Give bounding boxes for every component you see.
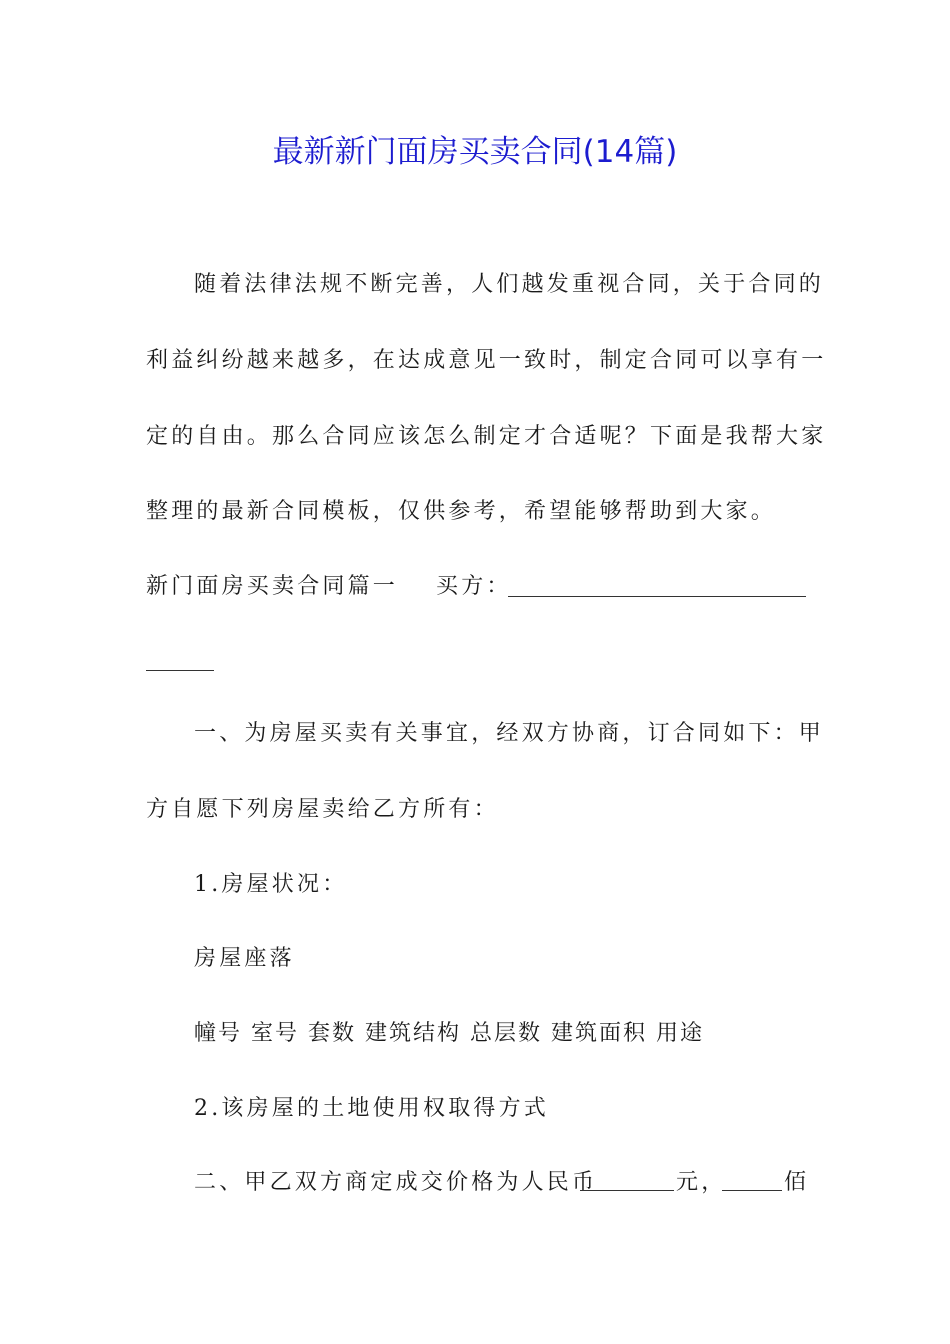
buyer-blank-line (508, 596, 806, 597)
section-header: 新门面房买卖合同篇一 (146, 574, 399, 599)
intro-line-4: 整理的最新合同模板，仅供参考，希望能够帮助到大家。 (146, 499, 777, 524)
intro-line-1: 随着法律法规不断完善，人们越发重视合同，关于合同的 (194, 272, 825, 297)
buyer-label: 买方： (436, 574, 512, 599)
intro-line-2: 利益纠纷越来越多，在达成意见一致时，制定合同可以享有一 (146, 348, 827, 373)
intro-line-3: 定的自由。那么合同应该怎么制定才合适呢？下面是我帮大家 (146, 424, 827, 449)
clause-2-part-1: 二、甲乙双方商定成交价格为人民币 (194, 1170, 598, 1195)
price-blank-bai (722, 1190, 782, 1191)
clause-1-line-1: 一、为房屋买卖有关事宜，经双方协商，订合同如下：甲 (194, 721, 825, 746)
clause-2-part-2: 元， (676, 1170, 727, 1195)
house-location-label: 房屋座落 (194, 946, 295, 971)
buyer-blank-line-continued (146, 670, 214, 671)
clause-2-part-3: 佰 (784, 1170, 810, 1195)
house-fields-row: 幢号 室号 套数 建筑结构 总层数 建筑面积 用途 (194, 1021, 704, 1046)
clause-1-line-2: 方自愿下列房屋卖给乙方所有： (146, 797, 499, 822)
item-1-house-status: 1.房屋状况： (194, 872, 348, 897)
item-2-land-use: 2.该房屋的土地使用权取得方式 (194, 1096, 549, 1121)
document-title: 最新新门面房买卖合同(14篇) (272, 134, 678, 170)
price-blank-yuan (580, 1190, 674, 1191)
